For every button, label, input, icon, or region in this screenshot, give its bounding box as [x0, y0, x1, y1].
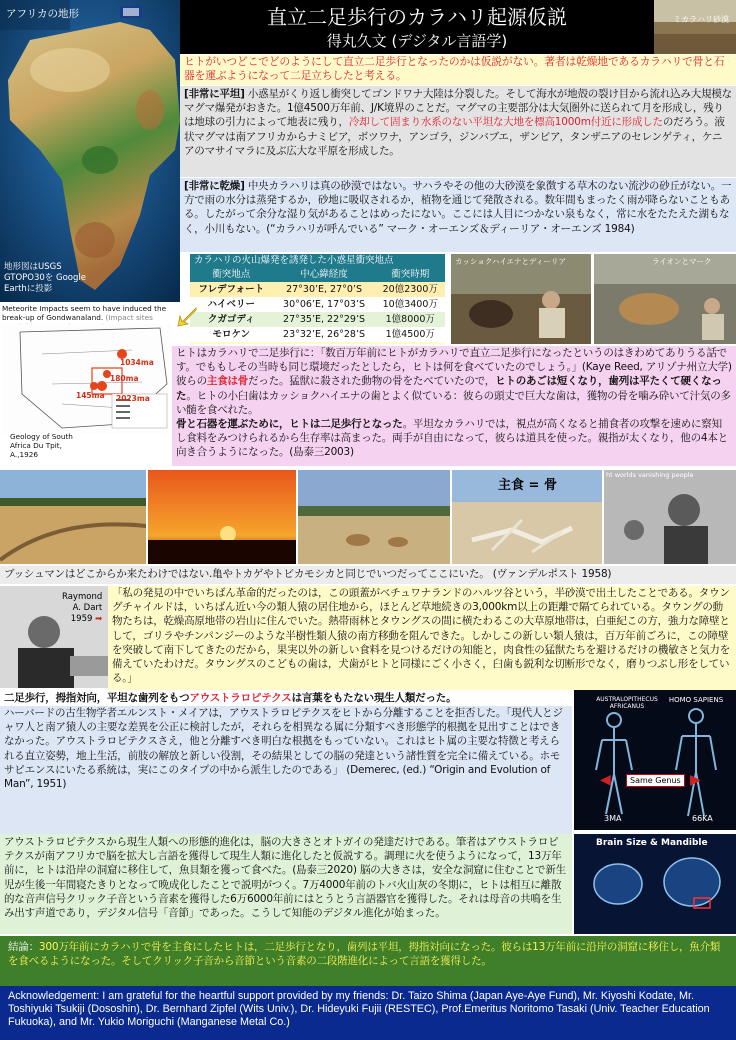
impact-label: 2023ma — [116, 394, 150, 403]
geomap-caption: Geology of South Africa Du Tpit, A.,1926 — [10, 432, 73, 459]
impact-label: 145ma — [76, 391, 105, 400]
kalahari-photo — [654, 0, 736, 54]
brain-label: Brain Size & Mandible — [596, 838, 708, 848]
acknowledgement: Acknowledgement: I am grateful for the heartful support provided by my friends: Dr. Taizo Shima (Japan Aye-Aye Fund), Mr. Kiyoshi Kodate, Mr. Toshiyuki Tsukiji (Dososhin), Dr. Bernhard Zipfel (Wits Univ.), Dr. Hideyuki Fujii (RESTEC), Prof.Emeritus Noritomo Tasaki (Univ. Teacher Education Fukuoka), and Mr. Yukio Moriguchi (Manganese Metal Co.) — [0, 986, 736, 1040]
impact-label: 180ma — [110, 374, 139, 383]
dart-quote: 「私の発見の中でいちばん革命的だったのは，この頭蓋がベチュワナランドのハルツ谷という，半砂漠で出土したことである。タウングチャイルドは，いちばん近い今の類人猿の居住地から，ほとんど草地続きの3,000km以上の距離で隔てられている。タウングの動物たちは，乾燥高原地帯の岩山に住んでいた。熱帯雨林とタウングスの間に横たわるこの大草原地帯は，白亜紀この方，強力な障壁として，ゴリラやチンパンジーのような半樹性類人猿の南方移動を阻んできた。しかしこの新しい類人猿は，百万年前ごろに，この障壁を突破して南下してきたのだから，果実以外の新しい食料を見つけるだけの知能と，肉食性の猛獣たちを避けるだけの機敏さと気力を備えていたわけだ。タウングスのこどもの歯は，犬歯がヒトと同様にごく小さく，臼歯も鋭利な切断形でなく，磨りつぶし形をしている。」 — [108, 586, 736, 690]
table-cell: 10億3400万 — [382, 299, 438, 310]
author-affiliation: (デジタル言語学) — [391, 32, 508, 50]
col-header: 衝突時期 — [391, 269, 430, 280]
right-arrow-icon: ▶ — [690, 772, 701, 788]
skeleton-right-label: HOMO SAPIENS — [668, 696, 724, 704]
age-left-label: 3MA — [604, 814, 622, 823]
left-arrow-icon: ◀ — [600, 772, 611, 788]
africa-relief-map — [0, 0, 180, 302]
map-credit: 地形図はUSGS GTOPO30を Google Earthに投影 — [4, 262, 86, 294]
intro-text: ヒトがいつどこでどのようにして直立二足歩行となったのかは仮説がない。著者は乾燥地であるカラハリで骨と石器を運ぶようになって二足立ちしたと考える。 — [180, 55, 736, 85]
geology-map — [2, 324, 172, 434]
table-cell: 27°35’E, 22°29’S — [283, 314, 365, 325]
bushman-photo — [604, 470, 736, 564]
col-header: 中心緯経度 — [300, 269, 348, 280]
dart-label: Raymond A. Dart 1959 ➡ — [62, 592, 103, 624]
flat-tag: [非常に平坦] — [184, 88, 245, 100]
impact-table-title: カラハリの火山爆発を誘発した小惑星衝突地点 — [190, 254, 445, 267]
dry-section: [非常に乾燥] 中央カラハリは真の砂漠ではない。サハラやその他の大砂漠を象徴する草木のない流沙の砂丘がない。一方で雨の水分は蒸発するか，砂地に吸収されるか，植物を通じて発散される。数年間もまったく雨が降らないこともある。したがって余分な湿り気があることはめったにない。ここには人目につかない泉もなく，常に水をたたえた湖もなく，小川もない。(“カラハリが呼んでいる” マーク・オーエンズ＆ディーリア・オーエンズ 1984) — [180, 178, 736, 252]
dry-tag: [非常に乾燥] — [184, 180, 245, 192]
savanna-photo — [0, 470, 146, 564]
sunset-photo — [148, 470, 296, 564]
skeleton-left-label: AUSTRALOPITHECUS AFRICANUS — [596, 696, 658, 710]
table-cell: 20億2300万 — [382, 284, 438, 295]
australo-head: 二足歩行，拇指対向，平坦な歯列をもつアウストラロピテクスは言葉をもたない現生人類だった。 — [0, 690, 572, 706]
skeleton-panel — [574, 690, 736, 830]
conclusion: 結論：300万年前にカラハリで骨を主食にしたヒトは，二足歩行となり，歯列は平坦，拇指対向になった。彼らは13万年前に沿岸の洞窟に移住し，魚介類を食べるようになった。そしてクリック子音から音節という音素の二段階進化によって言語を獲得した。 — [0, 936, 736, 986]
lions-photo — [298, 470, 450, 564]
lion-photo — [594, 254, 736, 344]
bone-food-label: 主食 = 骨 — [498, 478, 557, 493]
hyena-photo — [451, 254, 591, 344]
bushman-quote: ブッシュマンはどこからか来たわけではない.亀やトカゲやトビカモシカと同じでいつだってここにいた。 (ヴァンデルポスト 1958) — [0, 566, 736, 584]
table-cell: 1億4500万 — [385, 329, 435, 340]
author-name: 得丸久文 — [326, 32, 387, 50]
table-cell: 30°06’E, 17°03’S — [283, 299, 365, 310]
impact-table — [190, 254, 445, 344]
flag-icon — [120, 6, 142, 18]
flat-section: [非常に平坦] 小惑星がくり返し衝突してゴンドワナ大陸は分裂した。そして海水が地殻の裂け目から流れ込み大規模なマグマ爆発がおきた。1億4500万年前、J/K境界のことだ。マグマの主要部分は大気圏外に送られて月を形成し，残りは地球の引力によって地表に残り，冷却して固まり水系のない平坦な大地を標高1000m付近に形成したのだろう。液状マグマは南アフリカからナミビア，ボツワナ，アンゴラ，ジンバブエ，ザンビア，タンザニアのセレンゲティ，ケニアのマサイマラに及ぶ広大な平原を形成した。 — [180, 86, 736, 177]
bone-section: ヒトはカラハリで二足歩行に：「数百万年前にヒトがカラハリで直立二足歩行になったというのはきわめてありうる話です。でももしその当時も同じ環境だったとしたら，ヒトは何を食べていたのでしょう。」(Kaye Reed, アリゾナ州立大学) 彼らの主食は骨だった。猛獣に殺された動物の骨をたべていたので，ヒトのあごは短くなり，歯列は平たくて硬くなった。ヒトの小臼歯はカッショクハイエナの歯とよく似ている：彼らの頭丈で巨大な歯は，獲物の骨を噛み砕いて汁気の多い髄を食べれた。 骨と石器を運ぶために，ヒトは二足歩行となった。平坦なカラハリでは，視点が高くなると捕食者の攻撃を速めに察知し食料をみつけられるから生存率は高まった。両手が自由になって，彼らは道具を使った。親指が太くなり，他の4本と向き合うようになった。(島泰三2003) — [172, 346, 736, 466]
table-cell: モロケン — [212, 329, 251, 340]
arrow-icon — [176, 306, 198, 328]
bushman-photo-caption: ht worlds vanishing people — [606, 471, 694, 479]
same-genus-label: Same Genus — [626, 774, 685, 787]
table-cell: フレデフォート — [198, 284, 265, 295]
evolution-text: アウストラロピテクスから現生人類への形態的進化は，脳の大きさとオトガイの発達だけである。筆者はアウストラロピテクスが南アフリカで脳を拡大し言語を獲得して現生人類に進化したと仮説する。調理に火を使うようになって，13万年前に，ヒトは沿岸の洞窟に移住して，魚貝類を獲って食べた。(島泰三2020) 脳の大きさは，安全な洞窟に住むことで新生児が生後一年間寝たきりとなって晩成化したことで説明がつく。7万4000年前のトバ火山灰の冬期に，ヒトは相互に離散的な音声信号クリック子音という音素を獲得した6万6000年前にはとうとう言語器官を獲得した。それは母音の共鳴を生み出す声道であり，デジタル信号「音節」であった。こうして知能のデジタル進化が始まった。 — [0, 834, 572, 934]
table-cell: クガゴディ — [207, 314, 255, 325]
impact-label: 1034ma — [120, 358, 154, 367]
table-cell: 27°30’E, 27°0’S — [286, 284, 362, 295]
corner-photo-label: ミカラハリ砂漠 — [673, 15, 729, 24]
table-cell: 1億8000万 — [385, 314, 435, 325]
hyena-caption: カッショクハイエナとディーリア — [455, 257, 566, 266]
lion-caption: ライオンとマーク — [652, 257, 712, 266]
page-title: 直立二足歩行のカラハリ起源仮説 — [267, 5, 567, 29]
table-cell: ハイベリー — [207, 299, 256, 310]
age-right-label: 66KA — [692, 814, 713, 823]
title-bar — [180, 0, 654, 54]
brain-panel — [574, 834, 736, 934]
table-cell: 23°32’E, 26°28’S — [283, 329, 365, 340]
australo-body: ハーバードの古生物学者エルンスト・メイアは，アウストラロピテクスをヒトから分離することを拒否した。「現代人とジャワ人と南ア猿人の主要な差異を公正に検討したが，それらを相異なる属に分類すべき形態学的根拠を見出すことはできなかった。アウストラロピテクスさえ，他と分離すべき明白な根拠をもっていない。これはヒト属の主要な特徴と考えられる直立姿勢，地上生活，前肢の解放と新しい役割，その結果としての脳の発達という諸性質を完全に備えている。ホモサピエンスにいたる系統は，実にこのタイプの中から派生したのである」 (Demerec, (ed.) “Origin and Evolution of Man”, 1951) — [0, 706, 572, 834]
col-header: 衝突地点 — [212, 269, 251, 280]
geomap-title: Meteorite Impacts seem to have induced the break-up of Gondwanaland. (Impact sites — [2, 304, 167, 322]
map-title: アフリカの地形 — [6, 8, 79, 20]
